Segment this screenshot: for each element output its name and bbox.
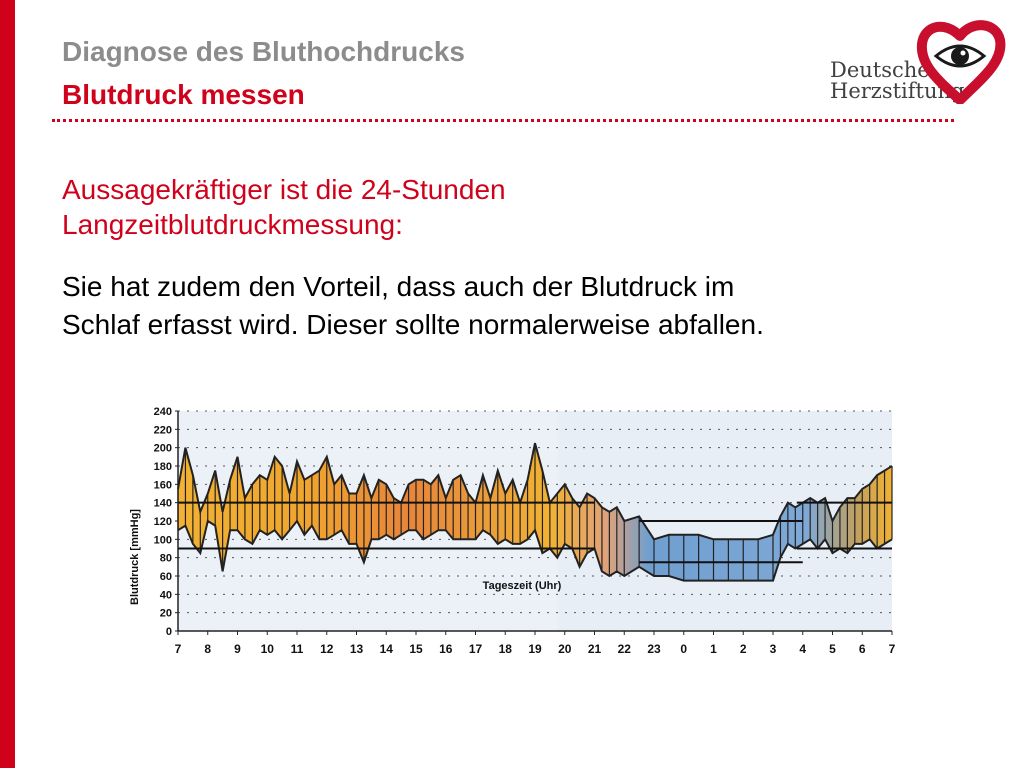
- y-tick-label: 40: [159, 589, 172, 602]
- y-tick-label: 180: [153, 461, 172, 473]
- left-accent-bar: [0, 0, 15, 768]
- x-tick-label: 5: [829, 642, 836, 656]
- y-tick-label: 100: [153, 534, 172, 547]
- x-tick-label: 12: [320, 642, 334, 656]
- logo: [822, 16, 1012, 108]
- x-tick-label: 21: [587, 642, 602, 656]
- x-tick-label: 18: [498, 642, 512, 656]
- y-tick-label: 140: [153, 497, 172, 510]
- x-tick-label: 8: [204, 642, 212, 656]
- y-tick-label: 60: [159, 571, 172, 583]
- page-title: Diagnose des Bluthochdrucks: [62, 36, 465, 67]
- page-subtitle: Blutdruck messen: [62, 79, 305, 110]
- x-tick-label: 9: [234, 642, 241, 656]
- x-tick-label: 2: [739, 642, 747, 656]
- logo-line-2: Herzstiftung: [830, 79, 965, 103]
- x-tick-label: 4: [799, 642, 807, 656]
- y-tick-label: 200: [153, 442, 172, 455]
- x-tick-label: 20: [558, 642, 572, 656]
- title-divider: [52, 119, 954, 122]
- y-axis-label: Blutdruck [mmHg]: [129, 509, 141, 605]
- x-tick-label: 17: [468, 642, 483, 656]
- blood-pressure-chart: [118, 405, 898, 663]
- lead-text: [62, 172, 962, 242]
- x-tick-label: 0: [680, 642, 688, 656]
- x-tick-label: 7: [888, 642, 896, 656]
- x-tick-label: 22: [617, 642, 631, 656]
- x-axis-label: Tageszeit (Uhr): [482, 580, 562, 592]
- y-tick-label: 120: [153, 516, 172, 528]
- x-tick-label: 10: [260, 642, 274, 656]
- x-tick-label: 14: [379, 642, 393, 656]
- body-line-2: Schlaf erfasst wird. Dieser sollte normalerweise abfallen.: [62, 309, 764, 340]
- logo-line-1: Deutsche: [830, 58, 930, 82]
- x-tick-label: 16: [439, 642, 453, 656]
- heart-eye-icon: [914, 16, 1006, 104]
- x-tick-label: 23: [647, 642, 661, 656]
- y-tick-label: 0: [165, 626, 172, 638]
- x-tick-label: 7: [174, 642, 182, 656]
- body-line-1: Sie hat zudem den Vorteil, dass auch der Blutdruck im: [62, 271, 735, 302]
- x-tick-label: 15: [409, 642, 423, 656]
- x-tick-label: 13: [349, 642, 364, 656]
- x-tick-label: 1: [710, 642, 717, 656]
- y-tick-label: 220: [153, 424, 172, 437]
- y-tick-label: 160: [153, 479, 172, 492]
- x-tick-label: 19: [528, 642, 542, 656]
- x-tick-label: 6: [858, 642, 866, 656]
- x-tick-label: 11: [290, 642, 304, 656]
- lead-line-1: Aussagekräftiger ist die 24-Stunden: [62, 174, 506, 205]
- y-tick-label: 20: [159, 607, 172, 620]
- y-tick-label: 240: [153, 406, 172, 418]
- x-tick-label: 3: [769, 642, 777, 656]
- y-tick-label: 80: [159, 552, 172, 565]
- body-text: [62, 268, 962, 344]
- lead-line-2: Langzeitblutdruckmessung:: [62, 209, 403, 240]
